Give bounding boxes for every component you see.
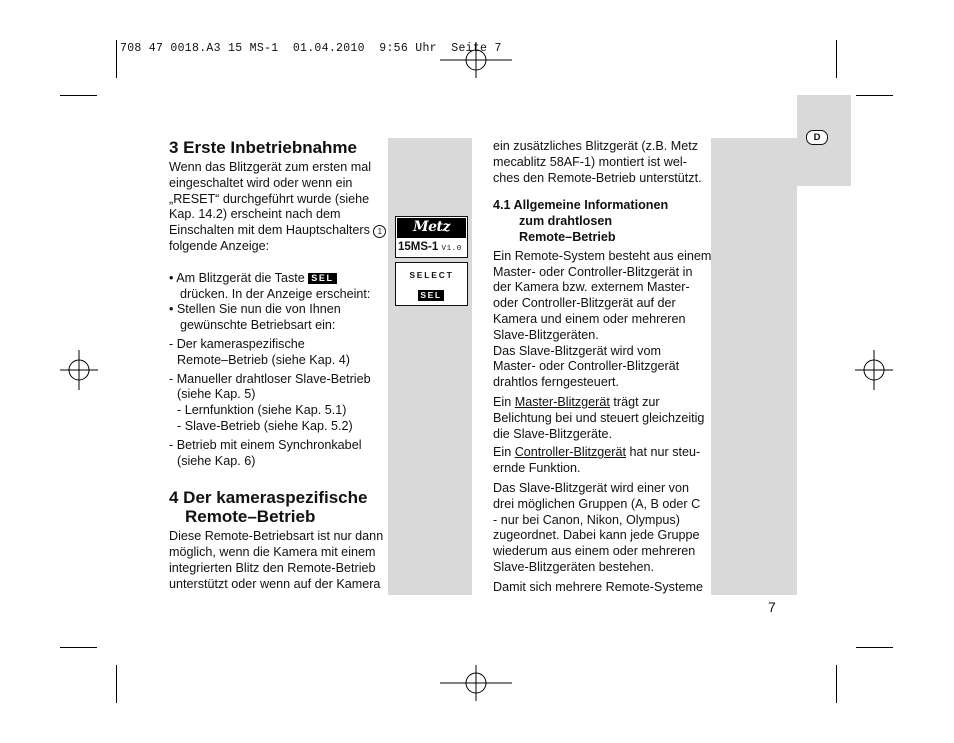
term-master: Master-Blitzgerät xyxy=(514,394,610,409)
heading-line: Remote–Betrieb xyxy=(519,229,616,244)
crop-mark xyxy=(60,95,97,96)
text-line xyxy=(169,223,387,239)
margin-band-center xyxy=(388,138,472,595)
registration-mark-bottom xyxy=(440,665,512,701)
language-badge: D xyxy=(806,130,828,145)
text-line: Kamera und einem oder mehreren xyxy=(493,311,686,326)
text-line: möglich, wenn die Kamera mit einem xyxy=(169,545,376,560)
text-line: Master- oder Controller-Blitzgerät in xyxy=(493,264,693,279)
text-line: Das Slave-Blitzgerät wird einer von xyxy=(493,480,689,495)
text-line: ernde Funktion. xyxy=(493,461,581,476)
text-line: (siehe Kap. 5) xyxy=(177,387,256,402)
text-line: die Slave-Blitzgeräte. xyxy=(493,426,613,441)
text-span: Ein xyxy=(493,394,515,409)
text-span: Einschalten mit dem Hauptschalters xyxy=(169,223,370,238)
text-line: eingeschaltet wird oder wenn ein xyxy=(169,175,353,190)
continued-text xyxy=(493,139,709,186)
metz-logo-bar xyxy=(397,218,466,238)
text-line: der Kamera bzw. externem Master- xyxy=(493,280,690,295)
heading-line: zum drahtlosen xyxy=(519,214,613,229)
display-model xyxy=(398,240,462,256)
text-line: zugeordnet. Dabei kann jede Gruppe xyxy=(493,528,700,543)
instruction-list xyxy=(169,271,387,334)
section-4-heading xyxy=(169,488,387,526)
text-line: drücken. In der Anzeige erscheint: xyxy=(180,286,371,301)
crop-mark xyxy=(116,665,117,703)
text-line: Belichtung bei und steuert gleichzeitig xyxy=(493,410,705,425)
crop-mark xyxy=(856,95,893,96)
main-switch-number-icon: 1 xyxy=(373,225,386,238)
sel-indicator: SEL xyxy=(418,290,444,301)
text-line: Wenn das Blitzgerät zum ersten mal xyxy=(169,160,372,174)
paragraph-remote-system xyxy=(493,248,712,391)
text-line: Diese Remote-Betriebsart ist nur dann xyxy=(169,529,384,544)
crop-mark xyxy=(836,40,837,78)
registration-mark-top xyxy=(440,42,512,78)
right-column xyxy=(493,139,712,596)
text-line xyxy=(493,445,709,461)
text-span: Ein xyxy=(493,445,515,460)
text-line: unterstützt oder wenn auf der Kamera xyxy=(169,576,381,591)
text-line: „RESET“ durchgeführt wurde (siehe xyxy=(169,191,370,206)
select-prompt: SELECT xyxy=(409,270,454,280)
paragraph-groups xyxy=(493,481,709,576)
text-line: - Slave-Betrieb (siehe Kap. 5.2) xyxy=(177,418,353,433)
text-line: Ein Remote-System besteht aus einem xyxy=(493,248,712,263)
text-line: oder Controller-Blitzgerät auf der xyxy=(493,296,676,311)
paragraph-multiple-systems xyxy=(493,580,709,596)
registration-mark-left xyxy=(60,350,98,390)
text-line: Das Slave-Blitzgerät wird vom xyxy=(493,343,661,358)
text-line: Remote–Betrieb (siehe Kap. 4) xyxy=(177,352,350,367)
text-line xyxy=(493,395,709,411)
crop-mark xyxy=(60,647,97,648)
text-line: gewünschte Betriebsart ein: xyxy=(180,318,336,333)
crop-mark xyxy=(836,665,837,703)
mode-option-list xyxy=(169,337,387,469)
flash-display-startup xyxy=(395,216,468,258)
text-line: ches den Remote-Betrieb unterstützt. xyxy=(493,170,702,185)
metz-logo: Metz xyxy=(413,219,450,235)
print-slug: 708 47 0018.A3 15 MS-1 01.04.2010 9:56 Uhr Seite 7 xyxy=(120,42,502,55)
text-line: - Der kameraspezifische xyxy=(169,336,305,351)
paragraph-controller xyxy=(493,445,709,477)
text-line: - Lernfunktion (siehe Kap. 5.1) xyxy=(177,403,347,418)
text-line: • Stellen Sie nun die von Ihnen xyxy=(169,302,341,317)
section-4-1-heading xyxy=(493,198,709,245)
text-line: - nur bei Canon, Nikon, Olympus) xyxy=(493,512,680,527)
model-name: 15MS-1 xyxy=(398,241,439,253)
text-line: - Manueller drahtloser Slave-Betrieb xyxy=(169,371,371,386)
page-number: 7 xyxy=(768,599,776,615)
text-span: trägt zur xyxy=(609,394,660,409)
section-3-heading: 3 Erste Inbetriebnahme xyxy=(169,138,358,157)
section-3-intro xyxy=(169,160,387,255)
text-line: Damit sich mehrere Remote-Systeme xyxy=(493,579,703,594)
text-line: integrierten Blitz den Remote-Betrieb xyxy=(169,560,376,575)
text-span: hat nur steu- xyxy=(626,445,701,460)
crop-mark xyxy=(116,40,117,78)
text-line: Slave-Blitzgeräten bestehen. xyxy=(493,559,655,574)
text-line: Slave-Blitzgeräten. xyxy=(493,327,599,342)
crop-mark xyxy=(856,647,893,648)
text-line: drahtlos ferngesteuert. xyxy=(493,375,620,390)
text-line: - Betrieb mit einem Synchronkabel xyxy=(169,437,362,452)
text-line: wiederum aus einem oder mehreren xyxy=(493,544,696,559)
firmware-version: V1.0 xyxy=(441,245,462,253)
section-4-text xyxy=(169,529,387,592)
heading-line: 4 Der kameraspezifische xyxy=(169,488,368,508)
term-controller: Controller-Blitzgerät xyxy=(514,445,626,460)
text-line: drei möglichen Gruppen (A, B oder C xyxy=(493,496,701,511)
text-line: (siehe Kap. 6) xyxy=(177,453,256,468)
text-line: Master- oder Controller-Blitzgerät xyxy=(493,359,680,374)
text-line: Kap. 14.2) erscheint nach dem xyxy=(169,207,341,222)
heading-line: 4.1 Allgemeine Informationen xyxy=(493,198,669,213)
text-span: • Am Blitzgerät die Taste xyxy=(169,270,305,285)
heading-line: Remote–Betrieb xyxy=(185,507,316,527)
text-line: folgende Anzeige: xyxy=(169,238,270,253)
registration-mark-right xyxy=(855,350,893,390)
text-line: mecablitz 58AF-1) montiert ist wel- xyxy=(493,154,687,169)
text-line xyxy=(169,271,387,287)
flash-display-select xyxy=(395,262,468,306)
margin-band-right xyxy=(711,138,797,595)
sel-key-badge: SEL xyxy=(308,273,336,284)
paragraph-master xyxy=(493,395,709,442)
text-line: ein zusätzliches Blitzgerät (z.B. Metz xyxy=(493,139,699,153)
left-column xyxy=(169,138,387,593)
